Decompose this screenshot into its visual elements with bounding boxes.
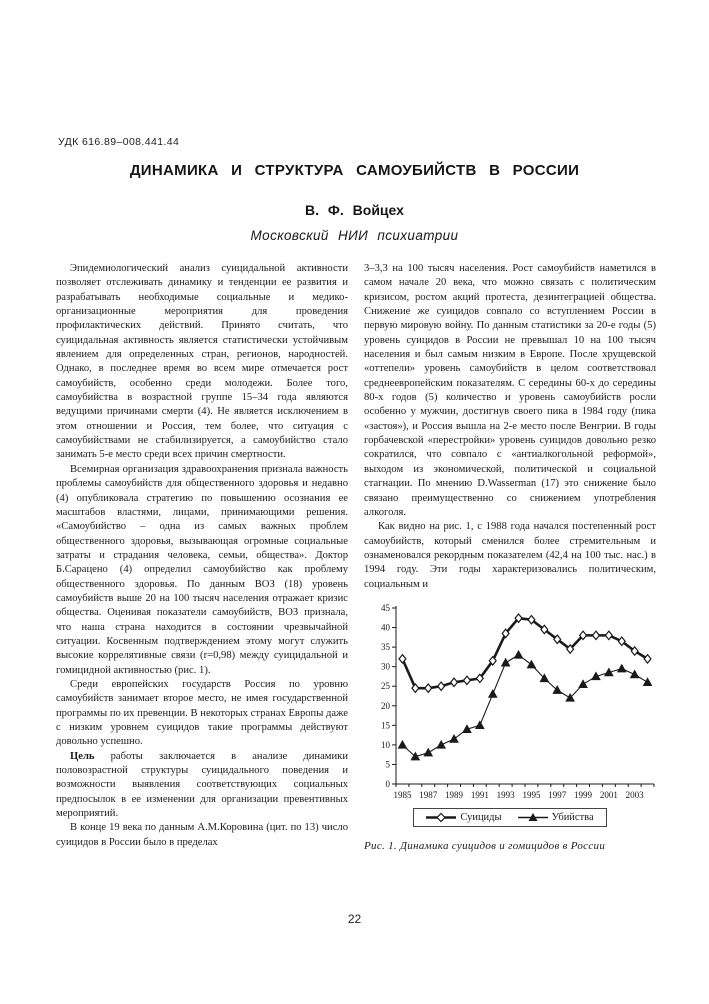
svg-text:1997: 1997 bbox=[548, 789, 567, 800]
figure-1 bbox=[364, 602, 656, 852]
figure-caption: Рис. 1. Динамика суицидов и гомицидов в России bbox=[364, 839, 606, 852]
svg-text:10: 10 bbox=[381, 739, 390, 750]
right-column bbox=[364, 262, 656, 852]
svg-text:1991: 1991 bbox=[470, 789, 489, 800]
svg-text:45: 45 bbox=[381, 602, 390, 613]
paper-title: ДИНАМИКА И СТРУКТУРА САМОУБИЙСТВ В РОССИИ bbox=[129, 162, 580, 179]
legend-item bbox=[426, 812, 501, 823]
line-chart bbox=[364, 602, 656, 804]
udk-code: УДК 616.89–008.441.44 bbox=[58, 136, 180, 148]
paragraph: 3–3,3 на 100 тысяч населения. Рост самоубийств наметился в самом начале 20 века, что можно связать с политическим кризисом, ростом акций протеста, дезинтеграцией общества. Снижение же суицидов совпало со вступлением России в первую мировую войну. По данным статистики за 20-е годы (5) уровень суицидов в России не превышал 10 на 100 тысяч населения и был самым низким в Европе. После хрущевской «оттепели» уровень самоубийств в целом соответствовал среднеевропейским показателям. С середины 60-х до середины 80-х годов (5) количество и уровень самоубийств росли особенно у мужчин, достигнув своего пика в 1984 году (пика «застоя»), и Россия вышла на 2-е место после Венгрии. В годы горбачевской «перестройки» уровень суицидов довольно резко сократился, что совпало с «антиалкогольной реформой», выходом из экономической, политической и социальной стагнации. По мнению D.Wasserman (17) это снижение было связано преимущественно со снижением употребления алкоголя. bbox=[364, 263, 656, 518]
svg-text:1995: 1995 bbox=[522, 789, 541, 800]
svg-text:2003: 2003 bbox=[625, 789, 644, 800]
chart-legend bbox=[413, 808, 606, 827]
author-name: В. Ф. Войцех bbox=[305, 202, 404, 218]
legend-item bbox=[518, 812, 594, 823]
affiliation: Московский НИИ психиатрии bbox=[250, 228, 459, 243]
svg-text:1985: 1985 bbox=[393, 789, 412, 800]
paragraph: Эпидемиологический анализ суицидальной активности позволяет отслеживать динамику и тенденции ее развития и разрабатывать необходимые социальные и медико-организационные мероприятия для проведения профилактических действий. Принято считать, что суицидальная активность является статистически устойчивым явлением для определенных стран, регионов, народностей. Однако, в последнее время во всем мире отмечается рост самоубийств, особенно среди молодежи. Более того, самоубийства в возрастной группе 15–34 года являются ведущими причинами смерти (4). Не является исключением в этом отношении и Россия, тем более, что ситуация с самоубийствами не стабилизируется, а самоубийство стало занимать 5-е место среди всех причин смертности. bbox=[56, 263, 348, 461]
svg-text:1999: 1999 bbox=[574, 789, 593, 800]
left-column bbox=[56, 262, 348, 852]
svg-text:40: 40 bbox=[381, 622, 390, 633]
legend-row bbox=[364, 808, 656, 827]
goal-lead-word: Цель bbox=[70, 750, 95, 762]
article-body bbox=[56, 262, 656, 852]
svg-text:15: 15 bbox=[381, 720, 390, 731]
legend-label: Убийства bbox=[551, 811, 594, 823]
svg-text:1993: 1993 bbox=[496, 789, 515, 800]
paragraph: Всемирная организация здравоохранения признала важность проблемы самоубийств для общественного здоровья и недавно (4) опубликовала стратегию по повышению осознания ее масштабов властями, лицами, принимающими решения. «Самоубийство – одна из самых важных проблем общественного здоровья, вызывающая огромные социальные затраты и страдания человека, семьи, общества». Доктор Б.Сарацено (4) определил самоубийство как проблему общественного здоровья. По данным ВОЗ (18) уровень самоубийств выше 20 на 100 тысяч населения отражает кризис общества. Оценивая показатели самоубийств, ВОЗ признала, что наша страна находится в состоянии чрезвычайной ситуации. Косвенным подтверждением этому могут служить высокие коррелятивные связи (r=0,98) между суицидальной и гомицидной активностью (рис. 1). bbox=[56, 463, 348, 676]
paragraph: В конце 19 века по данным А.М.Коровина (цит. по 13) число суицидов в России было в пределах bbox=[56, 822, 348, 848]
paragraph bbox=[56, 750, 348, 822]
page-number: 22 bbox=[347, 912, 362, 926]
legend-label: Суициды bbox=[460, 811, 502, 823]
paragraph: Среди европейских государств Россия по уровню самоубийств занимает второе место, не имея государственной программы по их превенции. В некоторых странах Европы даже с низким уровнем суицидов такие программы действуют довольно успешно. bbox=[56, 678, 348, 748]
svg-text:2001: 2001 bbox=[599, 789, 618, 800]
svg-text:1987: 1987 bbox=[419, 789, 438, 800]
svg-text:30: 30 bbox=[381, 661, 390, 672]
triangle-marker-icon bbox=[518, 812, 548, 823]
paragraph: Как видно на рис. 1, с 1988 года начался постепенный рост самоубийств, который сменился более стремительным и ознаменовался рекордным показателем (42,4 на 100 тыс. нас.) в 1994 году. Эти годы характеризовались политическим, социальным и bbox=[364, 521, 656, 590]
svg-text:25: 25 bbox=[381, 681, 390, 692]
svg-text:1989: 1989 bbox=[445, 789, 464, 800]
svg-text:5: 5 bbox=[385, 759, 390, 770]
diamond-marker-icon bbox=[426, 812, 456, 823]
svg-text:20: 20 bbox=[381, 700, 390, 711]
svg-text:0: 0 bbox=[385, 778, 390, 789]
goal-text: работы заключается в анализе динамики половозрастной структуры суицидального поведения и возможности выявления соответствующих социальных предпосылок в ее изменении для организации превентивных мероприятий. bbox=[56, 750, 348, 820]
svg-text:35: 35 bbox=[381, 642, 390, 653]
